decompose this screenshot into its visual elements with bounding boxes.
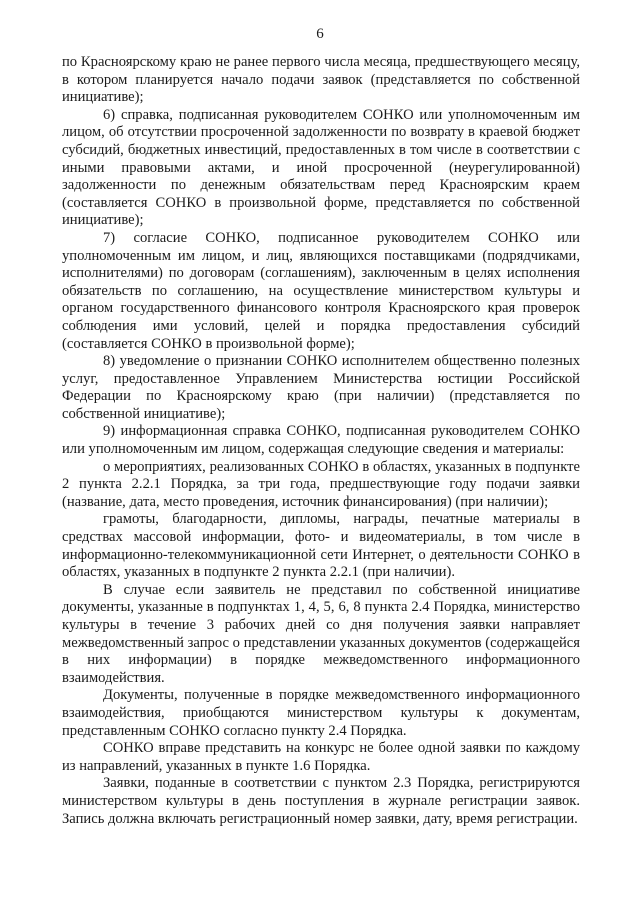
paragraph-item-6: 6) справка, подписанная руководителем СОНКО или уполномоченным им лицом, об отсутствии просроченной задолженности по возврату в краевой бюджет субсидий, бюджетных инвестиций, предоставленных в том числе в соответствии с иными правовыми актами, и иной просроченной (неурегулированной) задолженности по денежным обязательствам перед Красноярским краем (составляется СОНКО в произвольной форме, представляется по собственной инициативе); xyxy=(62,106,580,229)
paragraph-interagency-request: В случае если заявитель не представил по собственной инициативе документы, указанные в подпунктах 1, 4, 5, 6, 8 пункта 2.4 Порядка, министерство культуры в течение 3 рабочих дней со дня получения заявки направляет межведомственный запрос о представлении указанных документов (содержащейся в них информации) в порядке межведомственного информационного взаимодействия. xyxy=(62,581,580,686)
paragraph-item-9-awards: грамоты, благодарности, дипломы, награды, печатные материалы в средствах массовой информации, фото- и видеоматериалы, в том числе в информационно-телекоммуникационной сети Интернет, о деятельности СОНКО в областях, указанных в подпункте 2 пункта 2.2.1 (при наличии). xyxy=(62,511,580,581)
paragraph-continuation: по Красноярскому краю не ранее первого числа месяца, предшествующего месяцу, в котором планируется начало подачи заявок (представляется по собственной инициативе); xyxy=(62,54,580,106)
paragraph-item-9: 9) информационная справка СОНКО, подписанная руководителем СОНКО или уполномоченным им лицом, содержащая следующие сведения и материалы: xyxy=(62,423,580,458)
paragraph-item-9-events: о мероприятиях, реализованных СОНКО в областях, указанных в подпункте 2 пункта 2.2.1 Порядка, за три года, предшествующие году подачи заявки (название, дата, место проведения, источник финансирования) (при наличии); xyxy=(62,458,580,510)
page-number: 6 xyxy=(316,26,324,42)
paragraph-item-7: 7) согласие СОНКО, подписанное руководителем СОНКО или уполномоченным им лицом, и лиц, являющихся поставщиками (подрядчиками, исполнителями) по договорам (соглашениям), заключенным в целях исполнения обязательств по соглашению, на осуществление министерством культуры и органом государственного финансового контроля Красноярского края проверок соблюдения ими условий, целей и порядка предоставления субсидий (составляется СОНКО в произвольной форме); xyxy=(62,229,580,352)
paragraph-one-application: СОНКО вправе представить на конкурс не более одной заявки по каждому из направлений, указанных в пункте 1.6 Порядка. xyxy=(62,740,580,774)
paragraph-item-8: 8) уведомление о признании СОНКО исполнителем общественно полезных услуг, предоставленное Управлением Министерства юстиции Российской Федерации по Красноярскому краю (при наличии) (представляется по собственной инициативе); xyxy=(62,353,580,422)
paragraph-registration: Заявки, поданные в соответствии с пунктом 2.3 Порядка, регистрируются министерством культуры в день поступления в журнале регистрации заявок. Запись должна включать регистрационный номер заявки, дату, время регистрации. xyxy=(62,775,580,827)
paragraph-documents-attached: Документы, полученные в порядке межведомственного информационного взаимодействия, приобщаются министерством культуры к документам, представленным СОНКО согласно пункту 2.4 Порядка. xyxy=(62,687,580,739)
document-body xyxy=(62,54,580,828)
